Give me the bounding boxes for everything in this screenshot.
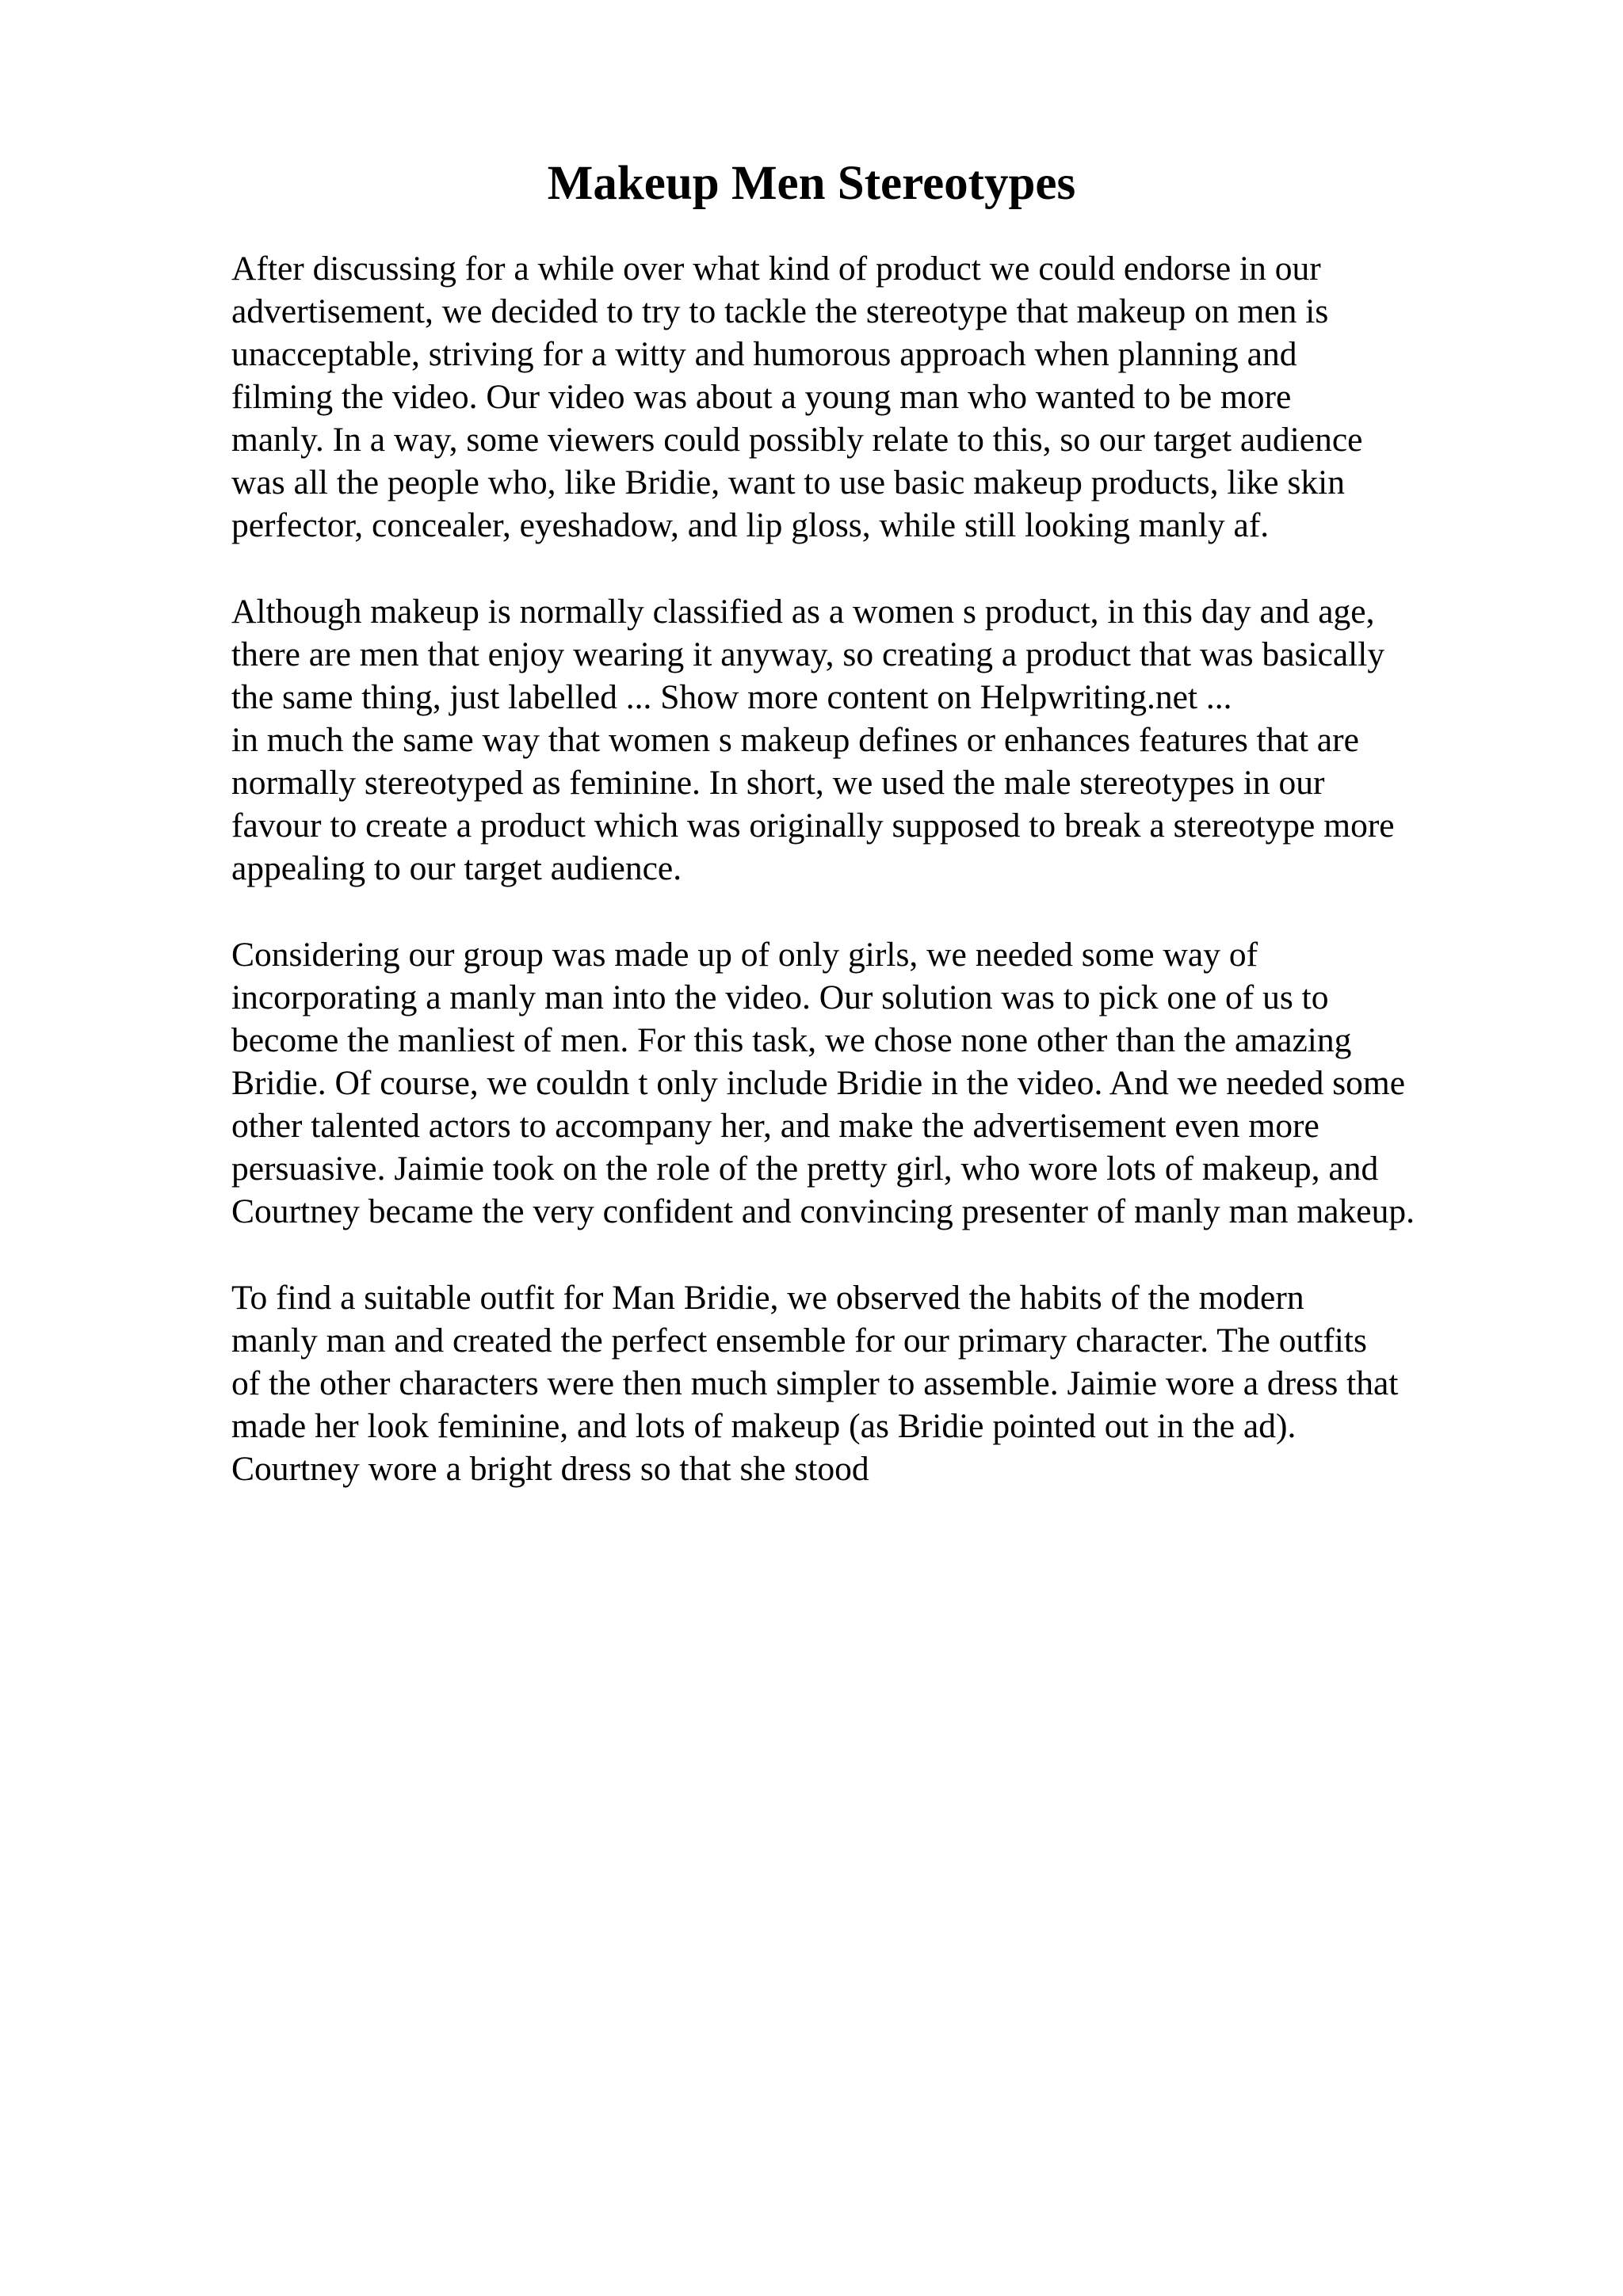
paragraph-4-line-4: made her look feminine, and lots of makeup (as Bridie pointed out in the ad). xyxy=(231,1407,1296,1445)
paragraph-1-line-2: advertisement, we decided to try to tackle the stereotype that makeup on men is xyxy=(231,292,1329,330)
paragraph-2-line-3: the same thing, just labelled ... Show more content on Helpwriting.net ... xyxy=(231,678,1232,716)
paragraph-1-line-3: unacceptable, striving for a witty and humorous approach when planning and xyxy=(231,335,1297,373)
paragraph-1-line-4: filming the video. Our video was about a young man who wanted to be more xyxy=(231,378,1292,416)
paragraph-4-line-1: To find a suitable outfit for Man Bridie, we observed the habits of the modern xyxy=(231,1279,1304,1317)
paragraph-3-line-4: Bridie. Of course, we couldn t only include Bridie in the video. And we needed some xyxy=(231,1064,1406,1102)
paragraph-3-line-1: Considering our group was made up of only girls, we needed some way of xyxy=(231,936,1258,974)
paragraph-4-line-5: Courtney wore a bright dress so that she stood xyxy=(231,1450,869,1488)
paragraph-2-line-5: normally stereotyped as feminine. In short, we used the male stereotypes in our xyxy=(231,764,1325,802)
paragraph-2-line-6: favour to create a product which was originally supposed to break a stereotype more xyxy=(231,807,1395,845)
paragraph-1-line-5: manly. In a way, some viewers could possibly relate to this, so our target audience xyxy=(231,421,1363,459)
paragraph-4-line-2: manly man and created the perfect ensemble for our primary character. The outfits xyxy=(231,1322,1367,1360)
paragraph-3-line-5: other talented actors to accompany her, and make the advertisement even more xyxy=(231,1107,1319,1145)
paragraph-2-line-4: in much the same way that women s makeup defines or enhances features that are xyxy=(231,721,1359,759)
paragraph-1-line-6: was all the people who, like Bridie, want to use basic makeup products, like skin xyxy=(231,463,1345,502)
paragraph-1-line-1: After discussing for a while over what kind of product we could endorse in our xyxy=(231,250,1321,288)
paragraph-3-line-7: Courtney became the very confident and convincing presenter of manly man makeup. xyxy=(231,1192,1415,1230)
page-title: Makeup Men Stereotypes xyxy=(547,157,1076,210)
paragraph-3-line-6: persuasive. Jaimie took on the role of the pretty girl, who wore lots of makeup, and xyxy=(231,1150,1379,1188)
paragraph-4-line-3: of the other characters were then much simpler to assemble. Jaimie wore a dress that xyxy=(231,1364,1399,1402)
paragraph-2-line-1: Although makeup is normally classified as a women s product, in this day and age, xyxy=(231,593,1375,631)
paragraph-2-line-2: there are men that enjoy wearing it anyway, so creating a product that was basically xyxy=(231,635,1385,673)
paragraph-2-line-7: appealing to our target audience. xyxy=(231,849,682,887)
paragraph-3-line-2: incorporating a manly man into the video. Our solution was to pick one of us to xyxy=(231,978,1329,1016)
paragraph-1-line-7: perfector, concealer, eyeshadow, and lip gloss, while still looking manly af. xyxy=(231,506,1270,544)
paragraph-3-line-3: become the manliest of men. For this task, we chose none other than the amazing xyxy=(231,1021,1352,1059)
